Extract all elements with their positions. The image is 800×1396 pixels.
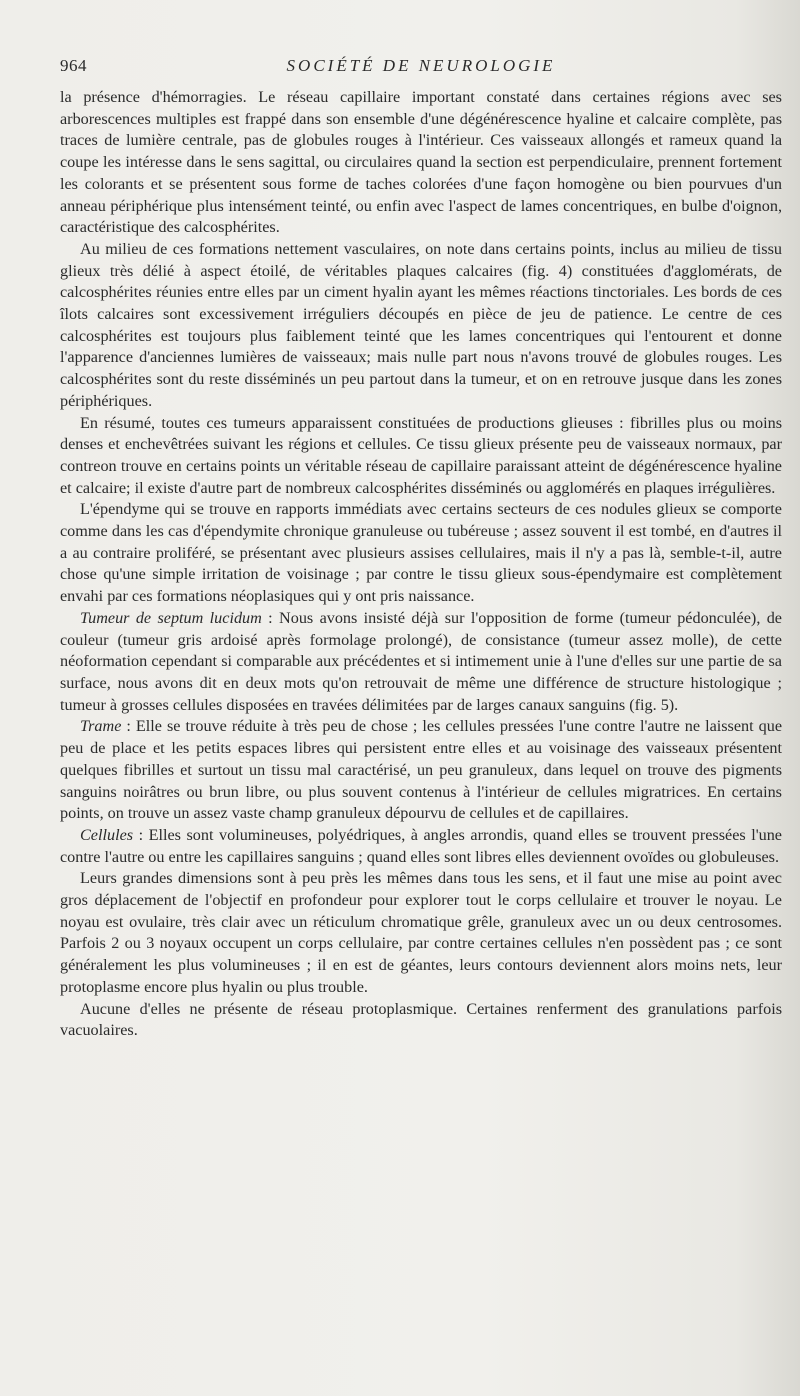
section-heading: Trame bbox=[80, 717, 122, 736]
paragraph-text: : Elle se trouve réduite à très peu de chose ; les cellules pressées l'une contre l'autre ne laissent que peu de place et les petits espaces libres qui persistent entre elles et au voisinage des vaisseaux présentent quelques fibrilles et surtout un tissu mal caractérisé, un peu granuleux, dans lequel on trouve des pigments sanguins noirâtres ou brun libre, ou plus souvent contenus à l'intérieur de cellules migratrices. En certains points, on trouve un assez vaste champ granuleux dépourvu de cellules et de capillaires. bbox=[60, 717, 782, 823]
paragraph-text: Au milieu de ces formations nettement vasculaires, on note dans certains points, inclus au milieu de tissu glieux très délié à aspect étoilé, de véritables plaques calcaires (fig. 4) constituées d'agglomérats, de calcosphérites réunies entre elles par un ciment hyalin ayant les mêmes réactions tinctoriales. Les bords de ces îlots calcaires sont excessivement irréguliers découpés en pièce de jeu de patience. Le centre de ces calcosphérites est toujours plus faiblement teinté que les lames concentriques qui l'entourent et donne l'apparence d'anciennes lumières de vaisseaux; mais nulle part nous n'avons trouvé de globules rouges. Les calcosphérites sont du reste disséminés un peu partout dans la tumeur, et on en retrouve jusque dans les zones périphériques. bbox=[60, 239, 782, 410]
section-heading: Cellules bbox=[80, 825, 134, 844]
paragraph bbox=[60, 868, 782, 998]
running-title: SOCIÉTÉ DE NEUROLOGIE bbox=[286, 56, 556, 75]
paragraph-text: : Elles sont volumineuses, polyédriques, à angles arrondis, quand elles se trouvent pressées l'une contre l'autre ou entre les capillaires sanguins ; quand elles sont libres elles deviennent ovoïdes ou globuleuses. bbox=[60, 825, 782, 866]
paragraph bbox=[60, 499, 782, 608]
paragraph-text: L'épendyme qui se trouve en rapports immédiats avec certains secteurs de ces nodules glieux se comporte comme dans les cas d'épendymite chronique granuleuse ou tubéreuse ; assez souvent il est tombé, en d'autres il a au contraire proliféré, se présentant avec plusieurs assises cellulaires, mais il n'y a pas là, semble-t-il, autre chose qu'une simple irritation de voisinage ; par contre le tissu glieux sous-épendymaire est complètement envahi par ces formations néoplasiques qui y ont pris naissance. bbox=[60, 500, 782, 606]
body-text bbox=[60, 87, 782, 1042]
paragraph bbox=[60, 239, 782, 413]
paragraph bbox=[60, 999, 782, 1042]
paragraph-text: Leurs grandes dimensions sont à peu près les mêmes dans tous les sens, et il faut une mise au point avec gros déplacement de l'objectif en profondeur pour explorer tout le corps cellulaire et trouver le noyau. Le noyau est ovulaire, très clair avec un réticulum chromatique grêle, granuleux avec un ou deux centrosomes. Parfois 2 ou 3 noyaux occupent un corps cellulaire, par contre certaines cellules n'en possèdent pas ; ce sont généralement les plus volumineuses ; il en est de géantes, leurs contours deviennent alors moins nets, leur protoplasme encore plus hyalin ou plus trouble. bbox=[60, 869, 782, 996]
page-number: 964 bbox=[60, 56, 87, 75]
paragraph bbox=[60, 608, 782, 717]
paragraph bbox=[60, 87, 782, 239]
paragraph bbox=[60, 825, 782, 868]
page-header bbox=[60, 56, 782, 80]
paragraph bbox=[60, 716, 782, 825]
section-heading: Tumeur de septum lucidum bbox=[80, 608, 262, 627]
paragraph bbox=[60, 413, 782, 500]
paragraph-text: En résumé, toutes ces tumeurs apparaissent constituées de productions glieuses : fibrilles plus ou moins denses et enchevêtrées suivant les régions et cellules. Ce tissu glieux présente peu de vaisseaux normaux, par contreon trouve en certains points un véritable réseau de capillaire paraissant atteint de dégénérescence hyaline et calcaire; il existe d'autre part de nombreux calcosphérites disséminés ou agglomérés en plaques irrégulières. bbox=[60, 413, 782, 497]
paragraph-text: la présence d'hémorragies. Le réseau capillaire important constaté dans certaines régions avec ses arborescences multiples est frappé dans son ensemble d'une dégénérescence hyaline et calcaire complète, pas traces de lumière centrale, pas de globules rouges à l'intérieur. Ces vaisseaux allongés et rameux quand la coupe les intéresse dans le sens sagittal, ou circulaires quand la section est perpendiculaire, prennent fortement les colorants et se présentent sous forme de taches colorées d'une façon homogène ou bien pourvues d'un anneau périphérique plus intensément teinté, ou enfin avec l'aspect de lames concentriques, en bulbe d'oignon, caractéristique des calcosphérites. bbox=[60, 88, 782, 237]
paragraph-text: Aucune d'elles ne présente de réseau protoplasmique. Certaines renferment des granulations parfois vacuolaires. bbox=[60, 999, 782, 1040]
paragraph-text: : Nous avons insisté déjà sur l'opposition de forme (tumeur pédonculée), de couleur (tumeur gris ardoisé après formolage prolongé), de consistance (tumeur assez molle), de cette néoformation cependant si comparable aux précédentes et si intimement unie à l'une d'elles sur une partie de sa surface, nous avons dit en deux mots qu'on retrouvait de même une différence de structure histologique ; tumeur à grosses cellules disposées en travées délimitées par de larges canaux sanguins (fig. 5). bbox=[60, 608, 782, 714]
